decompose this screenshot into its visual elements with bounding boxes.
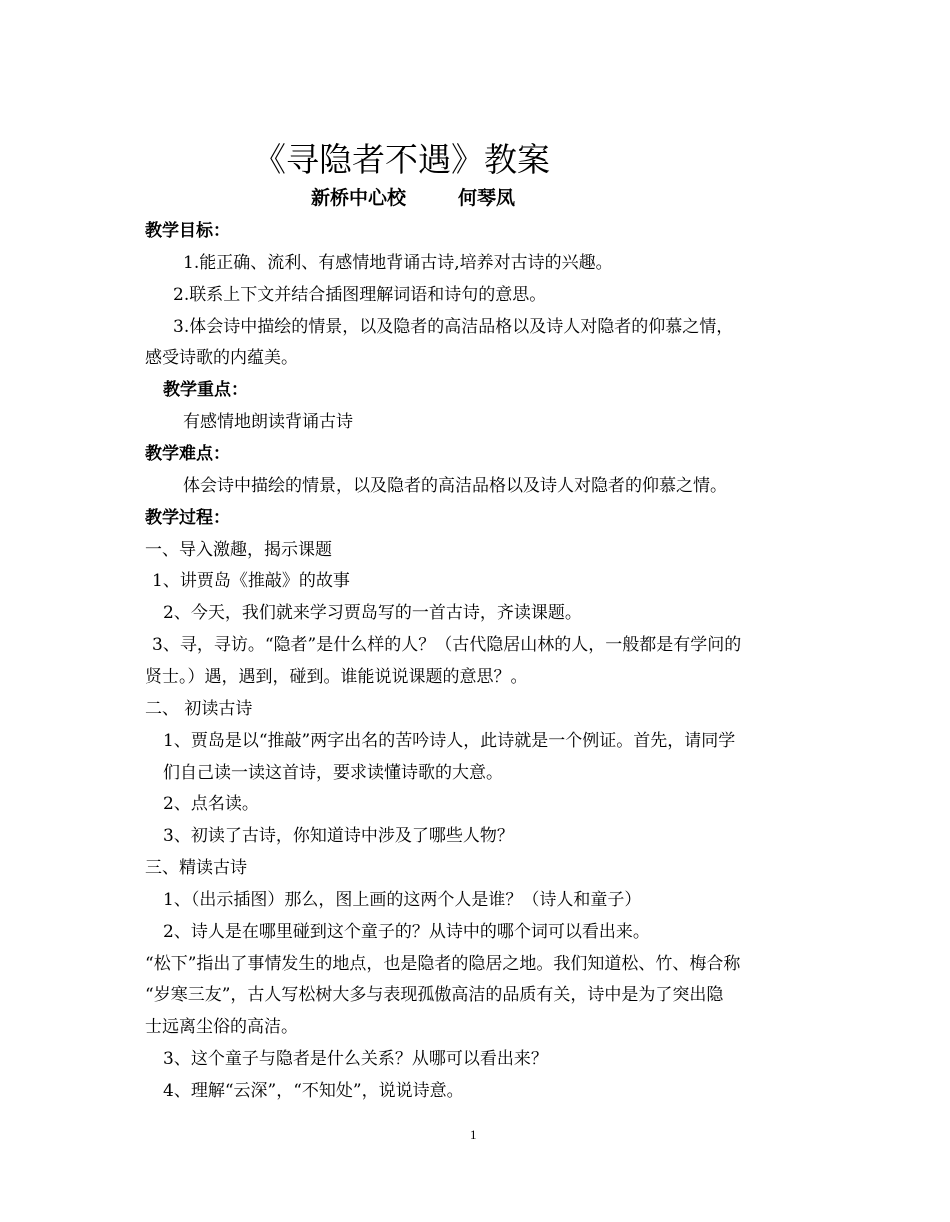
difficulty-heading: 教学难点：: [145, 444, 230, 464]
section-1-item-3: 3、寻，寻访。“隐者”是什么样的人？（古代隐居山林的人，一般都是有学问的: [152, 635, 742, 655]
difficulty-text: 体会诗中描绘的情景，以及隐者的高洁品格以及诗人对隐者的仰慕之情。: [183, 476, 727, 496]
section-1-item-3-cont: 贤士。）遇，遇到，碰到。谁能说说课题的意思？。: [145, 667, 528, 687]
section-3-item-2-answer: “松下”指出了事情发生的地点，也是隐者的隐居之地。我们知道松、竹、梅合称: [145, 954, 741, 974]
section-3-item-2: 2、诗人是在哪里碰到这个童子的？从诗中的哪个词可以看出来。: [163, 922, 650, 942]
section-1-item-2: 2、今天，我们就来学习贾岛写的一首古诗，齐读课题。: [163, 603, 582, 623]
page-number: 1: [470, 1127, 477, 1142]
key-text: 有感情地朗读背诵古诗: [183, 412, 353, 432]
section-3-item-1: 1、（出示插图）那么，图上画的这两个人是谁？（诗人和童子）: [163, 890, 642, 910]
section-1-item-1: 1、讲贾岛《推敲》的故事: [152, 571, 350, 591]
section-3-item-3: 3、这个童子与隐者是什么关系？从哪可以看出来？: [163, 1049, 548, 1069]
section-3-item-2-answer-end: 士远离尘俗的高洁。: [145, 1017, 298, 1037]
section-1-title: 一、导入激趣，揭示课题: [145, 540, 332, 560]
goals-heading: 教学目标：: [145, 221, 230, 241]
goal-item-3: 3.体会诗中描绘的情景，以及隐者的高洁品格以及诗人对隐者的仰慕之情，: [173, 317, 734, 337]
school-name: 新桥中心校: [311, 187, 407, 209]
section-2-item-1-cont: 们自己读一读这首诗，要求读懂诗歌的大意。: [163, 763, 503, 783]
section-2-item-1: 1、贾岛是以“推敲”两字出名的苦吟诗人，此诗就是一个例证。首先，请同学: [163, 731, 736, 751]
key-heading: 教学重点：: [163, 380, 248, 400]
author-name: 何琴凤: [458, 187, 516, 209]
section-3-title: 三、精读古诗: [145, 858, 247, 878]
section-2-item-2: 2、点名读。: [163, 794, 259, 814]
section-3-item-4: 4、理解“云深”，“不知处”，说说诗意。: [163, 1081, 464, 1101]
goal-item-2: 2.联系上下文并结合插图理解词语和诗句的意思。: [173, 285, 547, 305]
document-title: 《寻隐者不遇》教案: [253, 140, 550, 179]
section-2-item-3: 3、初读了古诗，你知道诗中涉及了哪些人物？: [163, 826, 514, 846]
section-2-title: 二、 初读古诗: [145, 699, 253, 719]
goal-item-1: 1.能正确、流利、有感情地背诵古诗,培养对古诗的兴趣。: [183, 253, 613, 273]
goal-item-3-cont: 感受诗歌的内蕴美。: [145, 348, 298, 368]
section-3-item-2-answer-cont: “岁寒三友”，古人写松树大多与表现孤傲高洁的品质有关，诗中是为了突出隐: [145, 985, 724, 1005]
process-heading: 教学过程：: [145, 508, 230, 528]
